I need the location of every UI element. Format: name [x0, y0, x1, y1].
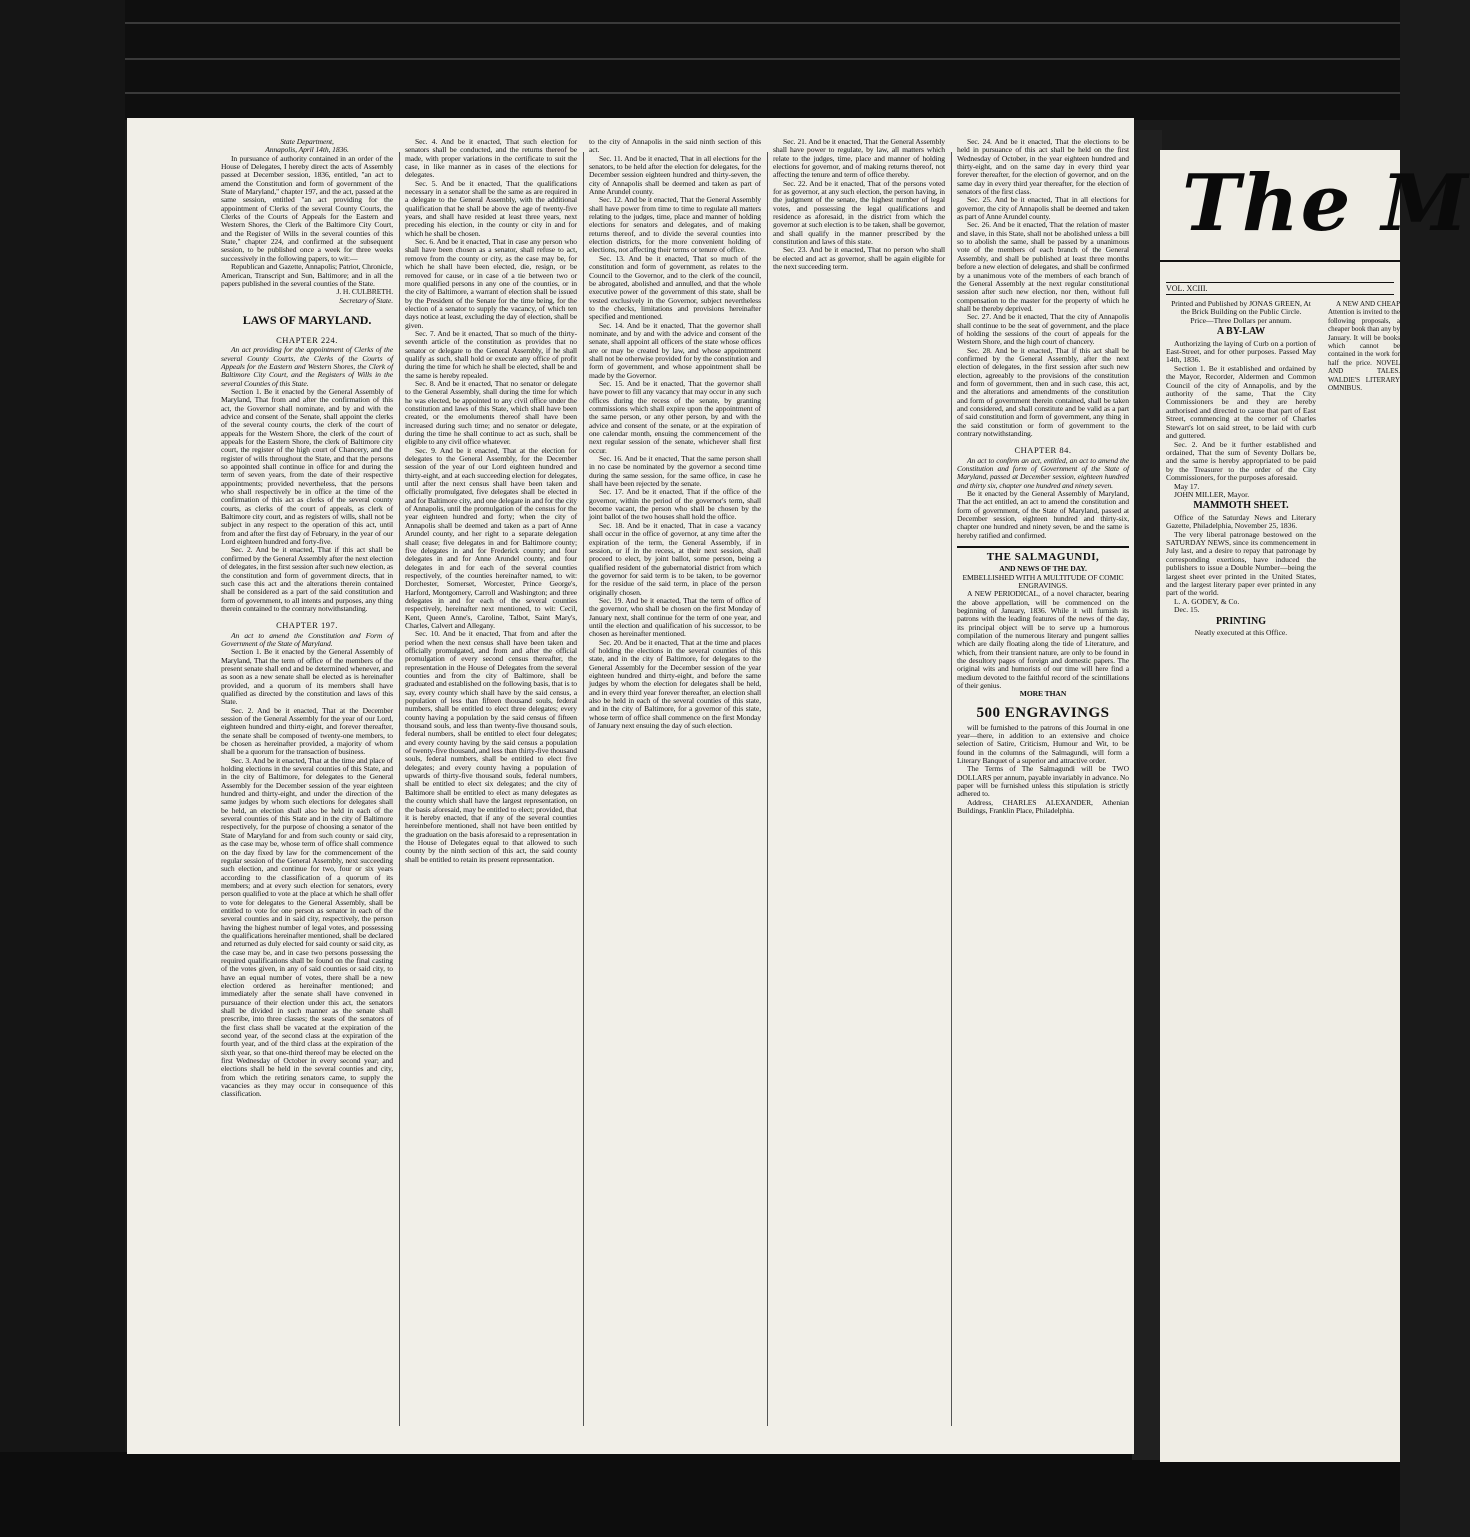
chapter-197-sec11: Sec. 11. And be it enacted, That in all elections for the senators, to be held after the election for delegates, for the December session eighteen hundred and thirty-seven, the city of Annapolis shall be deemed and taken as part of Anne Arundel county.	[589, 153, 761, 197]
chapter-197-sec21: Sec. 21. And be it enacted, That the General Assembly shall have power to regulate, by law, all matters which relate to the judges, time, place and manner of holding elections for governor, and of making returns thereof, not affecting the tenure and term of office thereby.	[773, 137, 945, 180]
laws-heading: LAWS OF MARYLAND.	[242, 312, 372, 327]
chapter-84-title: CHAPTER 84.	[1014, 445, 1072, 456]
chapter-197-sec20: Sec. 20. And be it enacted, That at the time and places of holding the elections in the several counties of this state, and in the city of Baltimore, for delegates to the General Assembly for the December session of the year eighteen hundred and thirty-eight, and before the same judges by whom the election for delegates shall be held, and in every third year forever thereafter, an election shall also be held in each of the several counties of this state, and in the city of Baltimore, for a governor of this state, whose term of office shall commence on the first Monday of January next ensuing the day of such election.	[589, 637, 761, 731]
bylaw-date: May 17.	[1174, 481, 1200, 491]
chapter-197-sec12: Sec. 12. And be it enacted, That the General Assembly shall have power from time to time to regulate all matters relating to the judges, time, place and manner of holding elections for senators and delegates, and of making returns thereof, and to divide the several counties into election districts, for the more convenient holding of elections, not affecting their terms or tenure of office.	[589, 195, 761, 255]
bylaw-signer: JOHN MILLER, Mayor.	[1174, 489, 1250, 499]
chapter-197-summary: An act to amend the Constitution and Form of Government of the State of Maryland.	[221, 630, 393, 648]
salmagundi-body: A NEW PERIODICAL, of a novel character, bearing the above appellation, will be commenced on the beginning of January, 1836. While it will furnish its patrons with the leading features of the news of the day, its principal object will be to serve up a humorous compilation of the numerous literary and pungent sallies which are daily floating along the tide of Literature, and which, from their transient nature, are only to be found in the desultory pages of foreign and domestic papers. The original wits and humorists of our time will here find a medium devoted to the faithful record of the scintillations of their genius.	[957, 589, 1129, 690]
chapter-197-sec10: Sec. 10. And be it enacted, That from and after the period when the next census shall have been taken and officially promulgated, and from and after the official promulgation of every second census thereafter, the representation in the House of Delegates from the several counties and from the city of Baltimore, shall be graduated and established on the following basis, that is to say, every county which shall have by the said census, a population of less than fifteen thousand souls, federal numbers, shall be entitled to elect three delegates; every county having a population by the said census of fifteen thousand souls, and less than twenty-five thousand souls, federal numbers, shall be entitled to elect four delegates; and every county having by the said census a population of twenty-five thousand, and less than thirty-five thousand souls, federal numbers, shall be entitled to elect five delegates; and every county having a population of upwards of thirty-five thousand souls, federal numbers, shall be entitled to elect six delegates; and the city of Baltimore shall be entitled to elect as many delegates as the county which shall have the largest representation, on the basis aforesaid, may be entitled to elect; provided, that it is hereby enacted, that if any of the several counties hereinbefore mentioned, shall not have been entitled by the graduation on the basis aforesaid to a representation in the House of Delegates equal to that allowed to such county by the ninth section of this act, the said county shall be entitled to retain its present representation.	[405, 629, 577, 864]
godey-signature: L. A. GODEY, & Co.	[1174, 596, 1240, 606]
chapter-197-sec24: Sec. 24. And be it enacted, That the elections to be held in pursuance of this act shall be held on the first Wednesday of October, in the year eighteen hundred and thirty-eight, and on the same day in every third year forever thereafter, for the election of governor, and on the same day in every third year thereafter, for the election of senators of the first class.	[957, 137, 1129, 197]
chapter-197-sec6: Sec. 6. And be it enacted, That in case any person who shall have been chosen as a senator, shall refuse to act, remove from the county or city, as the case may be, for which he shall have been elected, die, resign, or be removed for cause, or in case of a tie between two or more qualified persons in any one of the counties, or in the city of Baltimore, a warrant of election shall be issued by the President of the Senate for the time being, for the election of a senator to supply the vacancy, of which ten days notice at least, excluding the day of election, shall be given.	[405, 237, 577, 330]
chapter-197-sec1: Section 1. Be it enacted by the General Assembly of Maryland, That the term of office of the members of the present senate shall end and be determined whenever, and as soon as a new senate shall be elected as is hereinafter provided, and a quorum of its members shall have qualified as directed by the constitution and laws of this State.	[221, 647, 393, 707]
right-column-2	[1328, 300, 1400, 1452]
chapter-197-sec17: Sec. 17. And be it enacted, That if the office of the governor, within the period of the governor's term, shall become vacant, the person who shall be chosen by the joint ballot of the two houses shall hold the office.	[589, 487, 761, 522]
notice-body: In pursuance of authority contained in an order of the House of Delegates, I hereby direct the acts of Assembly passed at December session, 1836, entitled, "an act to amend the Constitution and form of government of the State of Maryland," chapter 197, and the act, passed at the same session, entitled "an act providing for the appointment of Clerks of the several County Courts, the Clerks of the Courts of Appeals for the Eastern and Western Shores, the Clerk of the Baltimore City Court, and the Register of Wills in the several counties of this State," chapter 224, and confirmed at the subsequent session, to be published once a week for three weeks successively in the following papers, to wit:—	[221, 153, 393, 263]
chapter-84-sec1: Be it enacted by the General Assembly of Maryland, That the act entitled, an act to amend the constitution and form of government, of the State of Maryland, passed at December session, eighteen hundred and thirty-six, chapter one hundred and ninety seven, be and the same is hereby ratified and confirmed.	[957, 489, 1129, 540]
masthead-title: The M	[1182, 158, 1470, 249]
printing-title: PRINTING	[1215, 615, 1266, 627]
salmagundi-engravings: 500 ENGRAVINGS	[976, 704, 1110, 721]
chapter-197-sec27: Sec. 27. And be it enacted, That the city of Annapolis shall continue to be the seat of government, and the place of holding the sessions of the court of appeals for the Western Shore, and the high court of chancery.	[957, 312, 1129, 347]
bylaw-body: Section 1. Be it established and ordained by the Mayor, Recorder, Aldermen and Common Council of the city of Annapolis, and by the authority of the same, That the City Commissioners be and they are hereby authorised and directed to cause that part of East Street, commencing at the corner of Charles Stewart's lot on said street, to be laid with curb and guttered.	[1166, 363, 1316, 441]
chapter-197-sec15: Sec. 15. And be it enacted, That the governor shall have power to fill any vacancy that may occur in any such offices during the recess of the senate, by granting commissions which shall expire upon the appointment of the same person, or any other person, by and with the advice and consent of the senate, or at the expiration of one calendar month, ensuing the commencement of the next regular session of the senate, whichever shall first occur.	[589, 378, 761, 455]
column-5	[957, 138, 1129, 1436]
right-column-1	[1166, 300, 1316, 1452]
column-4	[773, 138, 945, 1436]
chapter-224-summary: An act providing for the appointment of Clerks of the several County Courts, the Clerks of the Courts of Appeals for the Eastern and Western Shores, the Clerk of Baltimore City Court, and the Registers of Wills in the several Counties of this State.	[221, 345, 393, 388]
page-gutter	[1132, 130, 1162, 1460]
chapter-197-sec28: Sec. 28. And be it enacted, That if this act shall be confirmed by the General Assembly, after the next election of delegates, in the first session after such new election, agreeably to the provisions of the constitution and form of government, then and in such case, this act, and the alterations and amendments of the constitution and form of government therein contained, shall be taken and considered, and shall constitute and be valid as a part of said constitution and form of government, any thing in the said constitution or form of government to the contrary notwithstanding.	[957, 345, 1129, 439]
column-rule	[583, 152, 584, 1426]
newspaper-page-left	[127, 118, 1134, 1454]
bylaw-sec2: Sec. 2. And be it further established and ordained, That the sum of Seventy Dollars be, and the same is hereby appropriated to be paid by the Treasurer to the order of the City Commissioners, for the purposes aforesaid.	[1166, 439, 1316, 483]
volume-line: VOL. XCIII.	[1166, 282, 1394, 295]
chapter-197-sec23: Sec. 23. And be it enacted, That no person who shall be elected and act as governor, shall be again eligible for the next succeeding term.	[773, 245, 945, 272]
mammoth-body: The very liberal patronage bestowed on the SATURDAY NEWS, since its commencement in July last, and a desire to repay that patronage by corresponding exertions, have induced the publishers to issue a Double Number—being the largest sheet ever printed in the United States, and the largest literary paper ever printed in any part of the world.	[1166, 529, 1316, 598]
chapter-197-sec22: Sec. 22. And be it enacted, That of the persons voted for as governor, at any such election, the person having, in the judgment of the senate, the highest number of legal votes, and possessing the legal qualifications and residence as aforesaid, in the district from which the governor at such election is to be taken, shall be governor, and shall qualify in the manner prescribed by the constitution and laws of this state.	[773, 178, 945, 247]
column-rule	[399, 152, 400, 1426]
column-1	[221, 138, 393, 1436]
column-rule	[767, 152, 768, 1426]
salmagundi-subtitle-2: EMBELLISHED WITH A MULTITUDE OF COMIC ENGRAVINGS.	[962, 572, 1124, 590]
scan-border-bottom	[0, 1452, 1400, 1537]
printer-line: Printed and Published by JONAS GREEN, At the Brick Building on the Public Circle.	[1171, 299, 1311, 317]
mammoth-subtitle: Office of the Saturday News and Literary Gazette, Philadelphia, November 25, 1836.	[1166, 512, 1316, 531]
notice-signer-title: Secretary of State.	[339, 295, 393, 305]
chapter-197-sec9: Sec. 9. And be it enacted, That at the election for delegates to the General Assembly, for the December session of the year of our Lord eighteen hundred and thirty-eight, and at each succeeding election for delegates, until after the next census shall have been taken and officially promulgated, five delegates shall be elected in and for Baltimore city, and one delegate in and for the city of Annapolis, until the promulgation of the census for the year eighteen hundred and forty; when the city of Annapolis shall be deemed and taken as a part of Anne Arundel county, and her right to a separate delegation shall cease; five delegates in and for Baltimore county; five delegates in and for Frederick county; and four delegates in and for Anne Arundel county, and four delegates in and for each of the several counties respectively, of the counties hereinafter named, to wit: Dorchester, Somerset, Worcester, Prince George's, Harford, Montgomery, Carroll and Washington; and three delegates in and for each of the several counties respectively, hereinafter next mentioned, to wit: Cecil, Kent, Queen Anne's, Caroline, Talbot, Saint Mary's, Charles, Calvert and Allegany.	[405, 445, 577, 630]
chapter-197-sec16: Sec. 16. And be it enacted, That the same person shall in no case be nominated by the governor a second time during the same session, for the same office, in case he shall have been rejected by the senate.	[589, 454, 761, 489]
salmagundi-body-2: will be furnished to the patrons of this Journal in one year—there, in addition to an extensive and choice selection of Satire, Criticism, Humour and Wit, to be found in the columns of the Salmagundi, will form a Literary Banquet of a superior and attractive order.	[957, 722, 1129, 766]
column-3	[589, 138, 761, 1436]
chapter-197-sec4: Sec. 4. And be it enacted, That such election for senators shall be conducted, and the returns thereof be made, with proper variations in the certificate to suit the case, in like manner as in cases of the elections for delegates.	[405, 137, 577, 180]
chapter-84-summary: An act to confirm an act, entitled, an act to amend the Constitution and form of Government of the State of Maryland, passed at December session, eighteen hundred and thirty six, chapter one hundred and ninety seven.	[957, 455, 1129, 490]
chapter-197-sec8: Sec. 8. And be it enacted, That no senator or delegate to the General Assembly, shall during the time for which he was elected, be appointed to any civil office under the constitution and laws of this State, which shall have been created, or the emoluments thereof shall have been increased during such time; and no senator or delegate, during the time he shall continue to act as such, shall be eligible to any civil office whatever.	[405, 378, 577, 447]
chapter-197-sec14: Sec. 14. And be it enacted, That the governor shall nominate, and by and with the advice and consent of the senate, shall appoint all officers of the state whose offices are or may be created by law, and whose appointment shall not be otherwise provided for by the constitution and form of government, and whose appointment shall be made by the Governor.	[589, 320, 761, 380]
chapter-197-sec5: Sec. 5. And be it enacted, That the qualifications necessary in a senator shall be the same as are required in a delegate to the General Assembly, with the additional qualification that he shall be above the age of twenty-five years, and shall have resided at least three years, next preceding his election, in the county or city in and for which he shall be chosen.	[405, 178, 577, 238]
column-2	[405, 138, 577, 1436]
notice-date: Annapolis, April 14th, 1836.	[265, 145, 349, 155]
chapter-197-sec19: Sec. 19. And be it enacted, That the term of office of the governor, who shall be chosen on the first Monday of January next, shall continue for the term of one year, and until the election and qualification of his successor, to be chosen as hereinafter mentioned.	[589, 595, 761, 639]
price-line: Price—Three Dollars per annum.	[1190, 315, 1292, 325]
salmagundi-address: Address, CHARLES ALEXANDER, Athenian Buildings, Franklin Place, Philadelphia.	[957, 797, 1129, 816]
chapter-197-sec18: Sec. 18. And be it enacted, That in case a vacancy shall occur in the office of governor, at any time after the expiration of the term, the General Assembly, if in session, or if in the recess, at their next session, shall proceed to elect, by joint ballot, some person, being a qualified resident of the gubernatorial district from which the governor for said term is to be taken, to be governor for the residue of the said term, in place of the person originally chosen.	[589, 520, 761, 597]
notice-signer: J. H. CULBRETH.	[336, 287, 393, 297]
newspaper-page-right	[1160, 150, 1470, 1462]
bylaw-title: A BY-LAW	[1216, 326, 1266, 338]
scan-border-left	[0, 0, 125, 1537]
salmagundi-subtitle: AND NEWS OF THE DAY.	[999, 564, 1087, 574]
chapter-197-sec7: Sec. 7. And be it enacted, That so much of the thirty-seventh article of the constitution as provides that no senator or delegate to the General Assembly, if he shall qualify as such, shall hold or execute any office of profit during the time for which he shall be elected, shall be and the same is hereby repealed.	[405, 328, 577, 380]
chapter-224-sec2: Sec. 2. And be it enacted, That if this act shall be confirmed by the General Assembly after the next election of delegates, in the first session after such new election, as the constitution and form of government directs, that in such case this act and the alterations therein contained shall be considered as a part of the said constitution and form of government, to all intents and purposes, any thing therein contained to the contrary notwithstanding.	[221, 545, 393, 613]
salmagundi-more-than: MORE THAN	[1019, 689, 1067, 699]
side-text: A NEW AND CHEAP Attention is invited to the following proposals, a cheaper book than any by January. It will be books which cannot be contained in the work for half the price. NOVEL AND TALES. WALDIE'S LITERARY OMNIBUS.	[1328, 300, 1400, 393]
city-annapolis-line: to the city of Annapolis in the said ninth section of this act.	[589, 137, 761, 155]
chapter-224-sec1: Section 1. Be it enacted by the General Assembly of Maryland, That from and after the confirmation of this act, the Governor shall nominate, and by and with the advice and consent of the Senate, shall appoint the clerks of the several county courts, the clerk of the court of appeals for the Western Shore, the clerk of the court of appeals for the Eastern Shore, the clerk of Baltimore city court, the register of the high court of Chancery, and the register of wills throughout the State, and that the persons so appointed shall continue in office for and during the term of seven years, from the date of their respective appointments; provided nevertheless, that the persons who shall respectively be in office at the time of the confirmation of this act as clerks of the several county courts, as clerks of the court of appeals, as clerk of Baltimore city court, and as registers of wills, shall not be subject in any respect to the operation of this act, until from and after the first day of February, in the year of our Lord eighteen hundred and forty-five.	[221, 386, 393, 547]
printing-subtitle: Neatly executed at this Office.	[1194, 628, 1288, 638]
masthead	[1160, 150, 1470, 262]
chapter-197-sec3: Sec. 3. And be it enacted, That at the time and place of holding elections in the several counties of this State, and in the city of Baltimore, for delegates to the General Assembly for the December session of the year eighteen hundred and thirty-eight, and under the direction of the same judges by whom such elections for delegates shall be held, an election shall also be held in each of the several counties of this State and in the city of Baltimore respectively, for the purpose of choosing a senator of the State of Maryland for and from such county or said city, as the case may be, whose term of office shall commence on the day fixed by law for the commencement of the regular session of the General Assembly, next succeeding such election, and continue for two, four or six years according to the classification of a quorum of its members; and at every such election for senators, every person qualified to vote at the place at which he shall offer to vote for delegates to the General Assembly, shall be entitled to vote for one person as senator in each of the several counties and in said city, respectively, the person having the highest number of legal votes, and possessing the qualifications hereinafter mentioned, shall be declared and returned as duly elected for said county or said city, as the case may be, and in case two persons possessing the required qualifications shall be found on the final casting of the votes given, in any of said counties or said city, to have an equal number of votes, there shall be a new election ordered as hereinafter mentioned; and immediately after the senate shall have convened in pursuance of their election under this act, the senators shall be divided in such manner as the senate shall prescribe, into three classes; the seats of the senators of the first class shall be vacated at the expiration of the second year, of the second class at the expiration of the fourth year, and of the third class at the expiration of the sixth year, so that one-third thereof may be elected on the first Wednesday of October in every second year; and elections shall be held in the several counties and city, from which the retiring senators came, to supply the vacancies as they may occur in consequence of this classification.	[221, 755, 393, 1099]
notice-papers: Republican and Gazette, Annapolis; Patriot, Chronicle, American, Transcript and Sun, Baltimore; and in all the papers published in the several counties of the State.	[221, 262, 393, 288]
bylaw-subtitle: Authorizing the laying of Curb on a portion of East-Street, and for other purposes. Passed May 14th, 1836.	[1166, 338, 1316, 365]
chapter-197-sec25: Sec. 25. And be it enacted, That in all elections for governor, the city of Annapolis shall be deemed and taken as part of Anne Arundel county.	[957, 195, 1129, 222]
chapter-197-sec26: Sec. 26. And be it enacted, That the relation of master and slave, in this State, shall not be abolished unless a bill so to abolish the same, shall be passed by a unanimous vote of the members of each branch of the General Assembly, and shall be published at least three months before a new election of delegates, and shall be confirmed by a unanimous vote of the members of each branch of the General Assembly at the next regular constitutional session after such new election, nor then, without full compensation to the master for the property of which he shall be thereby deprived.	[957, 220, 1129, 313]
chapter-197-sec2: Sec. 2. And be it enacted, That at the December session of the General Assembly for the year of our Lord, eighteen hundred and thirty-eight, and forever thereafter, the senate shall be composed of twenty-one members, to be chosen as hereinafter provided, a majority of whom shall be a quorum for the transaction of business.	[221, 705, 393, 757]
dec-15-date: Dec. 15.	[1174, 605, 1200, 615]
scan-border-top	[0, 0, 1400, 120]
column-rule	[951, 152, 952, 1426]
mammoth-title: MAMMOTH SHEET.	[1193, 500, 1289, 512]
chapter-197-title: CHAPTER 197.	[276, 620, 338, 631]
chapter-197-sec13: Sec. 13. And be it enacted, That so much of the constitution and form of government, as relates to the Council to the Governor, and to the clerk of the council, be abrogated, abolished and annulled, and that the whole executive power of the government of this state, shall be vested exclusively in the Governor, subject nevertheless to the checks, limitations and provisions hereinafter specified and mentioned.	[589, 253, 761, 322]
salmagundi-terms: The Terms of The Salmagundi will be TWO DOLLARS per annum, payable invariably in advance. No paper will be furnished unless this stipulation is strictly adhered to.	[957, 764, 1129, 799]
chapter-224-title: CHAPTER 224.	[276, 334, 338, 345]
notice-dept: State Department,	[280, 137, 334, 146]
salmagundi-title: THE SALMAGUNDI,	[957, 546, 1129, 563]
